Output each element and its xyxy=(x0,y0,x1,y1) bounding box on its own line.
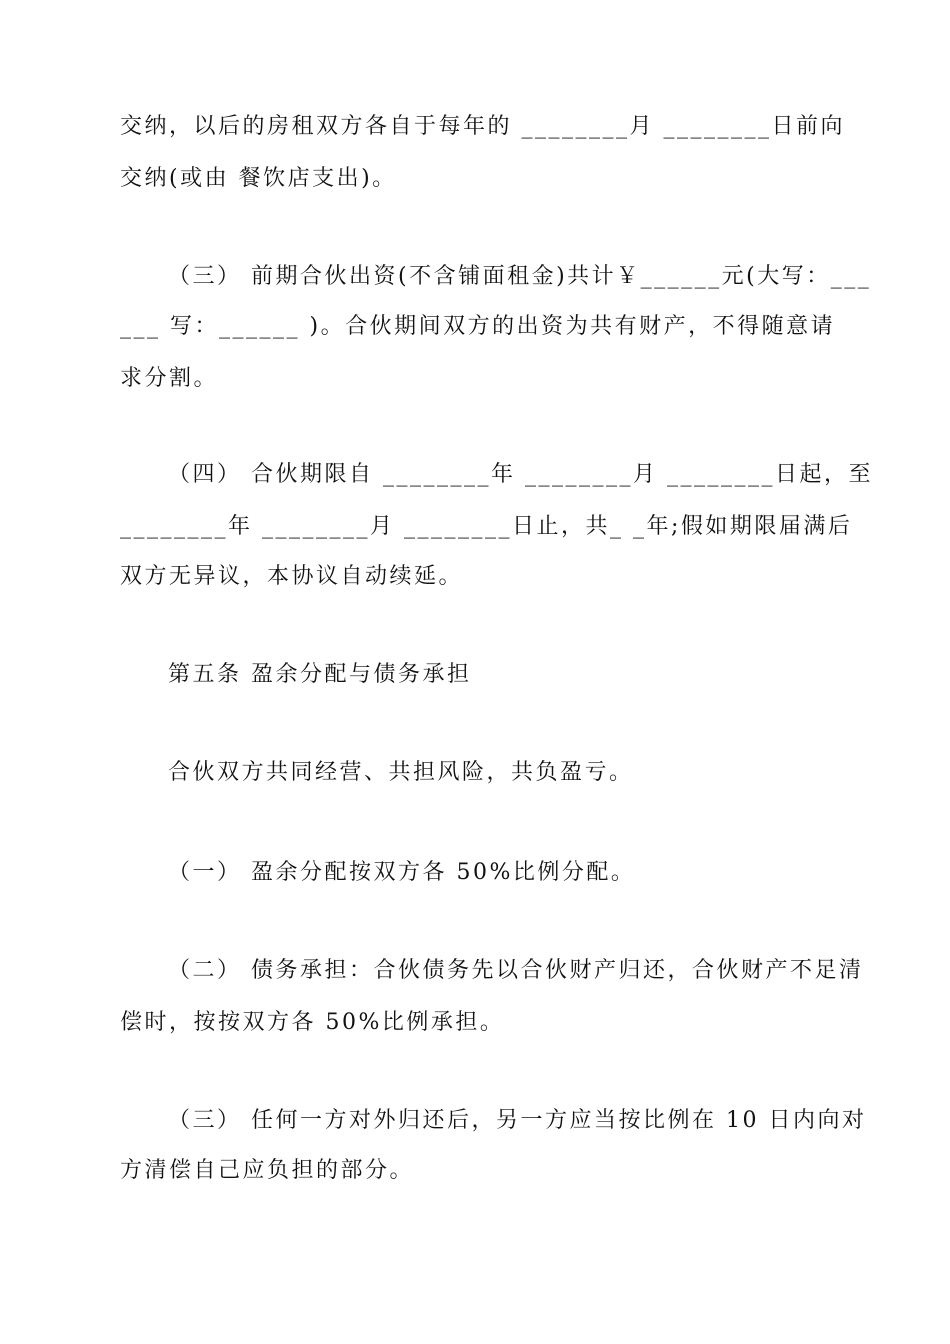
text-line: 交纳(或由 餐饮店支出)。 xyxy=(120,166,397,191)
article-heading: 第五条 盈余分配与债务承担 xyxy=(168,662,472,687)
text-line: 双方无异议，本协议自动续延。 xyxy=(120,564,464,589)
text-line: （一） 盈余分配按双方各 50%比例分配。 xyxy=(168,860,636,885)
text-line: （三） 任何一方对外归还后，另一方应当按比例在 10 日内向对 xyxy=(168,1108,867,1133)
text-line: 合伙双方共同经营、共担风险，共负盈亏。 xyxy=(168,760,634,785)
text-line: ________年 ________月 ________日止，共_ _年;假如期限届满后 xyxy=(120,514,853,539)
text-line: 求分割。 xyxy=(120,366,219,391)
text-line: 交纳，以后的房租双方各自于每年的 ________月 ________日前向 xyxy=(120,114,845,139)
text-line: （二） 债务承担：合伙债务先以合伙财产归还，合伙财产不足清 xyxy=(168,958,864,983)
text-line: 方清偿自己应负担的部分。 xyxy=(120,1158,415,1183)
text-line: 偿时，按按双方各 50%比例承担。 xyxy=(120,1010,505,1035)
text-line: （四） 合伙期限自 ________年 ________月 ________日起，至 xyxy=(168,462,873,487)
text-line: （三） 前期合伙出资(不含铺面租金)共计￥______元(大写：___ xyxy=(168,264,872,289)
text-line: ___ 写：______ )。合伙期间双方的出资为共有财产，不得随意请 xyxy=(120,314,836,339)
